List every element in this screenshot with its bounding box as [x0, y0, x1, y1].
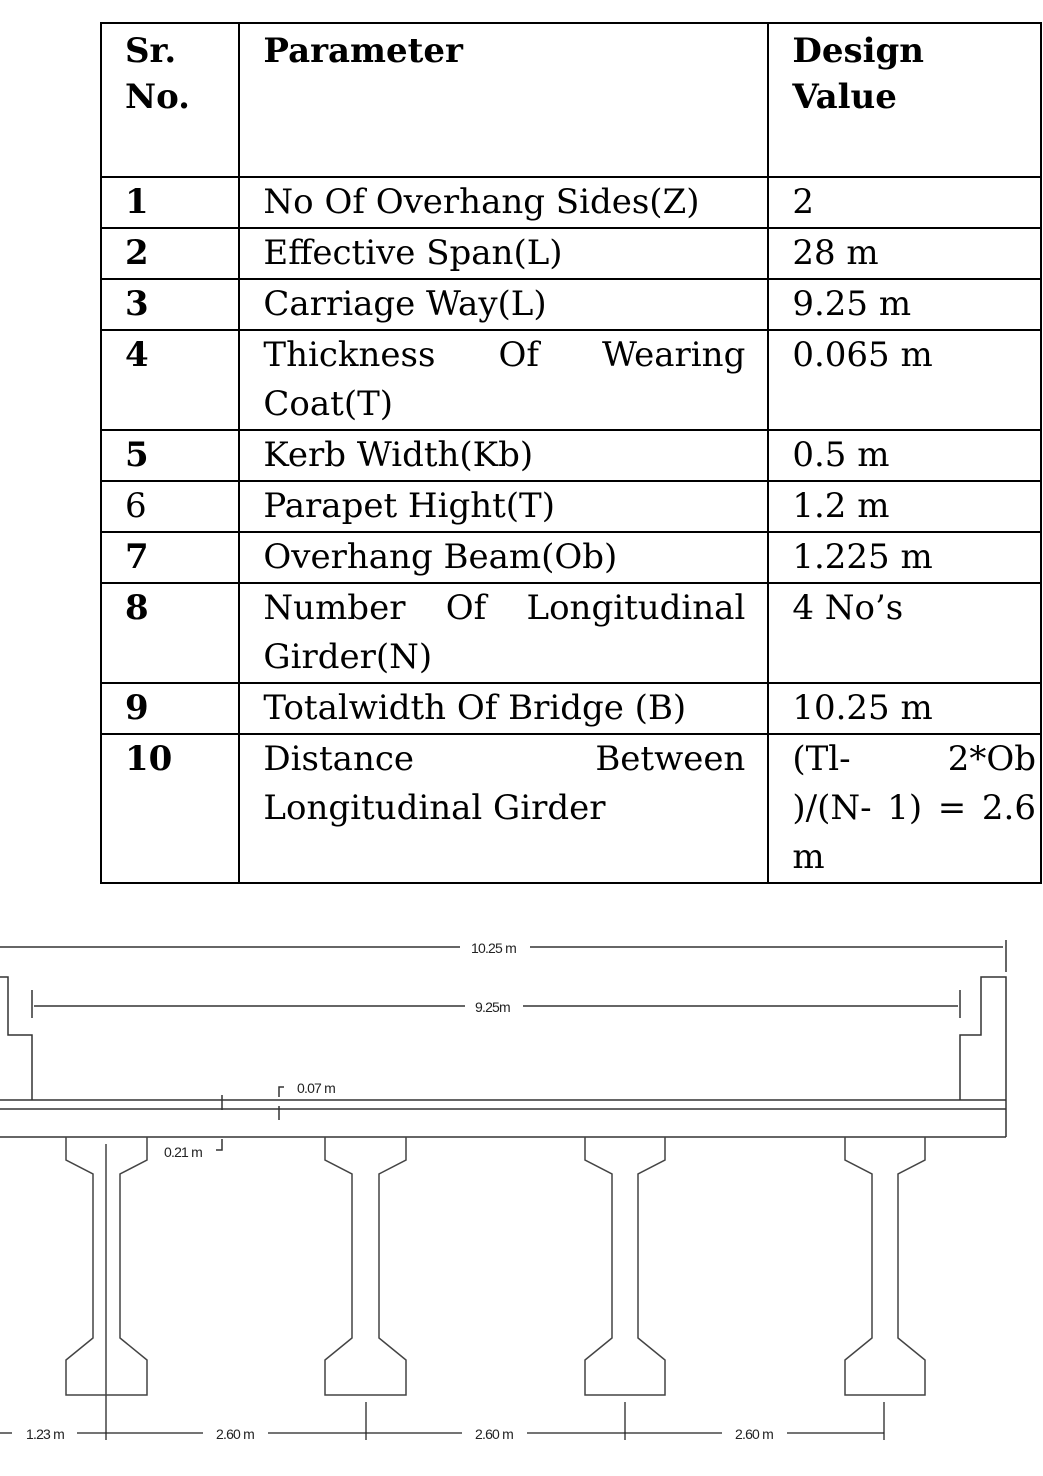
bridge-cross-section-diagram	[0, 920, 1043, 1472]
table-row	[101, 583, 1041, 683]
header-parameter: Parameter	[239, 23, 768, 177]
girder-spacing-label-3: 2.60 m	[735, 1426, 773, 1442]
header-sr-no: Sr. No.	[101, 23, 239, 177]
row-parameter: Kerb Width(Kb)	[239, 430, 768, 481]
carriageway-label: 9.25m	[475, 999, 510, 1015]
row-value: 2	[768, 177, 1041, 228]
row-sr: 6	[101, 481, 239, 532]
row-parameter: Carriage Way(L)	[239, 279, 768, 330]
row-sr: 5	[101, 430, 239, 481]
row-parameter: Overhang Beam(Ob)	[239, 532, 768, 583]
row-value: 0.065 m	[768, 330, 1041, 430]
table-row	[101, 330, 1041, 430]
row-parameter: Number Of Longitudinal Girder(N)	[239, 583, 768, 683]
row-sr: 8	[101, 583, 239, 683]
row-value: 9.25 m	[768, 279, 1041, 330]
row-sr: 1	[101, 177, 239, 228]
table-row	[101, 481, 1041, 532]
slab-thickness-label: 0.21 m	[164, 1144, 202, 1160]
row-parameter: Thickness Of Wearing Coat(T)	[239, 330, 768, 430]
table-row	[101, 228, 1041, 279]
table-row	[101, 683, 1041, 734]
row-value: 1.2 m	[768, 481, 1041, 532]
overhang-label: 1.23 m	[26, 1426, 64, 1442]
row-parameter: Distance Between Longitudinal Girder	[239, 734, 768, 883]
row-sr: 2	[101, 228, 239, 279]
row-value: (Tl- 2*Ob )/(N- 1) = 2.6 m	[768, 734, 1041, 883]
row-parameter: No Of Overhang Sides(Z)	[239, 177, 768, 228]
wearing-coat-label: 0.07 m	[297, 1080, 335, 1096]
table-row	[101, 279, 1041, 330]
table-row	[101, 430, 1041, 481]
row-sr: 9	[101, 683, 239, 734]
row-sr: 3	[101, 279, 239, 330]
row-sr: 7	[101, 532, 239, 583]
table-row	[101, 177, 1041, 228]
girder-spacing-label-1: 2.60 m	[216, 1426, 254, 1442]
row-parameter: Effective Span(L)	[239, 228, 768, 279]
table-row	[101, 734, 1041, 883]
total-width-label: 10.25 m	[471, 940, 516, 956]
row-sr: 4	[101, 330, 239, 430]
design-parameters-table	[100, 22, 1042, 884]
table-row	[101, 532, 1041, 583]
row-value: 10.25 m	[768, 683, 1041, 734]
row-parameter: Parapet Hight(T)	[239, 481, 768, 532]
row-parameter: Totalwidth Of Bridge (B)	[239, 683, 768, 734]
row-value: 28 m	[768, 228, 1041, 279]
header-design-value: Design Value	[768, 23, 1041, 177]
girder-spacing-label-2: 2.60 m	[475, 1426, 513, 1442]
table-header-row	[101, 23, 1041, 177]
row-value: 0.5 m	[768, 430, 1041, 481]
row-value: 1.225 m	[768, 532, 1041, 583]
row-sr: 10	[101, 734, 239, 883]
row-value: 4 No’s	[768, 583, 1041, 683]
